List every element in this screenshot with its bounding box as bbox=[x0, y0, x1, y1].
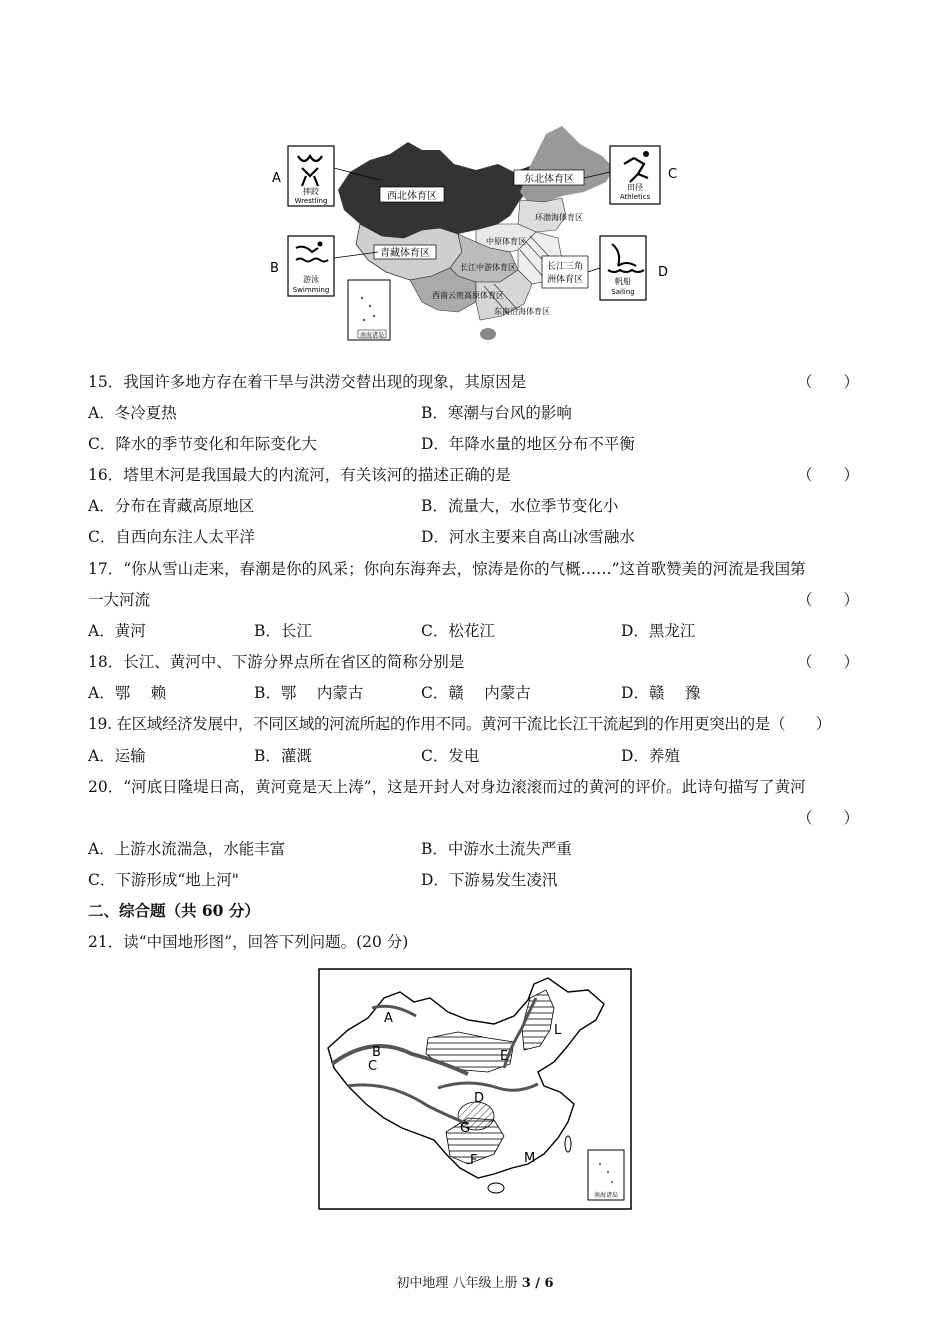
map2-label-e: E bbox=[500, 1049, 509, 1064]
label-delta-1: 长江三角 bbox=[546, 262, 584, 272]
map1-letter-b: B bbox=[270, 261, 279, 276]
page-footer bbox=[0, 1272, 950, 1291]
q17-option-b[interactable]: B．长江 bbox=[254, 622, 312, 640]
map2-label-a: A bbox=[384, 1011, 393, 1026]
q20-option-d[interactable]: D．下游易发生凌汛 bbox=[421, 871, 558, 889]
footer-text: 初中地理 八年级上册 bbox=[396, 1276, 522, 1291]
q17-option-a[interactable]: A．黄河 bbox=[88, 622, 146, 640]
answer-paren-15[interactable]: （ ） bbox=[797, 373, 860, 391]
map2-label-g: G bbox=[460, 1121, 471, 1136]
q19-option-d[interactable]: D．养殖 bbox=[621, 747, 680, 765]
map1-letter-a: A bbox=[272, 171, 281, 186]
question-15: 15．我国许多地方存在着干旱与洪涝交替出现的现象，其原因是 bbox=[88, 373, 527, 391]
page-number: 3 / 6 bbox=[521, 1276, 554, 1291]
svg-text:帆船: 帆船 bbox=[615, 277, 631, 286]
q15-option-d[interactable]: D．年降水量的地区分布不平衡 bbox=[421, 435, 635, 453]
q15-option-b[interactable]: B．寒潮与台风的影响 bbox=[421, 404, 572, 422]
q16-option-d[interactable]: D．河水主要来自高山冰雪融水 bbox=[421, 528, 635, 546]
map2-label-l: L bbox=[554, 1023, 562, 1038]
china-terrain-map bbox=[318, 968, 632, 1210]
q15-option-c[interactable]: C．降水的季节变化和年际变化大 bbox=[88, 435, 317, 453]
label-southwest: 西南云贵高原体育区 bbox=[432, 291, 504, 300]
swimming-icon bbox=[288, 236, 334, 296]
question-16: 16．塔里木河是我国最大的内流河，有关该河的描述正确的是 bbox=[88, 466, 511, 484]
svg-text:Wrestling: Wrestling bbox=[294, 197, 328, 205]
answer-paren-20[interactable]: （ ） bbox=[797, 809, 860, 827]
inset-south-sea-label: 南海诸岛 bbox=[593, 1192, 619, 1199]
sports-region-map bbox=[262, 120, 692, 360]
label-northeast: 东北体育区 bbox=[524, 174, 574, 185]
inset-label: 南海诸岛 bbox=[359, 332, 385, 339]
q16-option-a[interactable]: A．分布在青藏高原地区 bbox=[88, 497, 255, 515]
wrestling-icon bbox=[288, 146, 334, 206]
q18-option-d[interactable]: D．赣 豫 bbox=[621, 684, 701, 702]
athletics-icon bbox=[610, 146, 660, 204]
answer-paren-16[interactable]: （ ） bbox=[797, 466, 860, 484]
map1-letter-d: D bbox=[658, 265, 669, 280]
svg-text:Swimming: Swimming bbox=[292, 286, 330, 294]
question-17: 17．“你从雪山走来，春潮是你的风采；你向东海奔去，惊涛是你的气概……”这首歌赞美的河流是我国第 bbox=[88, 560, 806, 578]
label-delta-2: 洲体育区 bbox=[546, 275, 584, 285]
map2-label-f: F bbox=[470, 1153, 478, 1168]
map2-label-m: M bbox=[524, 1151, 536, 1166]
q18-option-a[interactable]: A．鄂 赖 bbox=[88, 684, 167, 702]
q20-option-a[interactable]: A．上游水流湍急，水能丰富 bbox=[88, 840, 286, 858]
svg-text:田径: 田径 bbox=[627, 183, 643, 192]
svg-text:游泳: 游泳 bbox=[303, 275, 319, 284]
q17-option-c[interactable]: C．松花江 bbox=[421, 622, 495, 640]
label-southeast: 东南沿海体育区 bbox=[494, 307, 550, 316]
svg-text:Sailing: Sailing bbox=[611, 288, 635, 296]
label-changjiang-mid: 长江中游体育区 bbox=[460, 263, 516, 272]
label-zhongyuan: 中原体育区 bbox=[486, 237, 526, 246]
map2-label-d: D bbox=[474, 1091, 485, 1106]
q18-option-c[interactable]: C．赣 内蒙古 bbox=[421, 684, 531, 702]
q17-option-d[interactable]: D．黑龙江 bbox=[621, 622, 696, 640]
svg-text:摔跤: 摔跤 bbox=[303, 187, 319, 196]
q16-option-b[interactable]: B．流量大，水位季节变化小 bbox=[421, 497, 619, 515]
question-20: 20．“河底日隆堤日高，黄河竟是天上涛”，这是开封人对身边滚滚而过的黄河的评价。此诗句描写了黄河 bbox=[88, 778, 806, 796]
question-17-cont: 一大河流 bbox=[88, 591, 151, 609]
svg-text:Athletics: Athletics bbox=[619, 193, 651, 201]
map2-label-b: B bbox=[372, 1045, 381, 1060]
sailing-icon bbox=[600, 236, 646, 300]
q16-option-c[interactable]: C．自西向东注人太平洋 bbox=[88, 528, 255, 546]
q18-option-b[interactable]: B．鄂 内蒙古 bbox=[254, 684, 364, 702]
question-19: 19. 在区域经济发展中，不同区域的河流所起的作用不同。黄河干流比长江干流起到的作用更突出的是（ ） bbox=[88, 715, 831, 733]
q19-option-a[interactable]: A．运输 bbox=[88, 747, 146, 765]
question-18: 18．长江、黄河中、下游分界点所在省区的简称分别是 bbox=[88, 653, 465, 671]
q19-option-b[interactable]: B．灌溉 bbox=[254, 747, 312, 765]
q20-option-c[interactable]: C．下游形成“地上河" bbox=[88, 871, 239, 889]
answer-paren-18[interactable]: （ ） bbox=[797, 653, 860, 671]
q19-option-c[interactable]: C．发电 bbox=[421, 747, 480, 765]
map-hainan bbox=[480, 328, 496, 340]
label-bohai: 环渤海体育区 bbox=[535, 213, 583, 222]
label-northwest: 西北体育区 bbox=[387, 191, 437, 202]
q15-option-a[interactable]: A．冬冷夏热 bbox=[88, 404, 177, 422]
map-region-northeast bbox=[520, 126, 614, 202]
question-21: 21．读“中国地形图”，回答下列问题。(20 分) bbox=[88, 933, 409, 951]
section-2-heading: 二、综合题（共 60 分） bbox=[88, 901, 260, 920]
map2-label-c: C bbox=[368, 1059, 378, 1074]
answer-paren-17[interactable]: （ ） bbox=[797, 591, 860, 609]
q20-option-b[interactable]: B．中游水土流失严重 bbox=[421, 840, 572, 858]
map1-letter-c: C bbox=[668, 167, 678, 182]
label-qingzang: 青藏体育区 bbox=[380, 248, 430, 259]
